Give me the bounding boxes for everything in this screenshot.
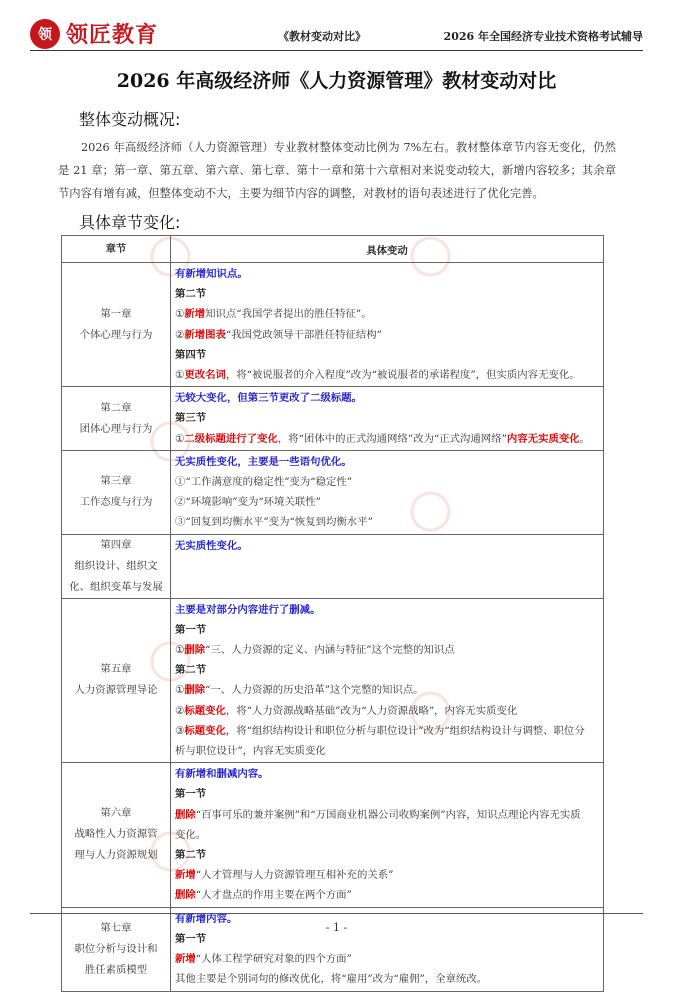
change-text: ①	[175, 684, 185, 697]
chapter-label: 理与人力资源规划	[74, 849, 158, 862]
chapter-label: 第二章	[100, 401, 132, 414]
change-text: ②	[175, 704, 185, 717]
chapter-label: 人力资源管理导论	[74, 684, 158, 697]
change-text: “百事可乐的兼并案例”和“万国商业机器公司收购案例”内容，知识点理论内容无实质	[195, 808, 581, 821]
chapter-label: 团体心理与行为	[79, 422, 153, 435]
change-text: 。	[579, 432, 591, 445]
section-label: 第二节	[175, 664, 207, 677]
change-text: 知识点“我国学者提出的胜任特征”。	[205, 308, 372, 321]
change-line	[175, 325, 599, 345]
column-header-chapter: 章节	[62, 236, 171, 263]
chapter-label: 第四章	[100, 538, 132, 551]
changes-cell	[171, 598, 604, 763]
section-label: 第二节	[175, 849, 207, 862]
change-line	[175, 865, 599, 885]
changes-cell	[171, 387, 604, 451]
change-text: ③	[175, 724, 185, 737]
change-line	[175, 600, 599, 620]
chapter-label: 个体心理与行为	[79, 328, 153, 341]
change-line	[175, 701, 599, 721]
change-line	[175, 640, 599, 660]
footer-divider	[30, 913, 643, 914]
change-type-label: 标题变化	[184, 704, 226, 717]
change-line	[175, 764, 599, 784]
detail-heading: 具体章节变化:	[79, 213, 181, 232]
changes-table	[61, 235, 604, 992]
changes-cell	[171, 450, 604, 534]
change-line	[175, 264, 599, 284]
chapter-label: 第七章	[100, 921, 132, 934]
change-line	[175, 784, 599, 804]
change-text: “我国党政领导干部胜任特征结构”	[225, 328, 382, 341]
section-label: 第一节	[175, 623, 207, 636]
chapter-label: 第三章	[100, 475, 132, 488]
table-row	[62, 387, 604, 451]
section-label: 第二节	[175, 288, 207, 301]
change-line	[175, 492, 599, 512]
change-text: ①	[175, 432, 185, 445]
changes-cell	[171, 907, 604, 991]
page-title: 2026 年高级经济师《人力资源管理》教材变动对比	[116, 70, 557, 92]
change-line	[175, 512, 599, 532]
header-divider	[30, 50, 643, 51]
table-header-row	[62, 236, 604, 263]
chapter-cell	[62, 763, 171, 907]
change-text: 变化。	[175, 828, 207, 841]
table-row	[62, 450, 604, 534]
change-line	[175, 536, 599, 556]
chapter-label: 胜任素质模型	[84, 963, 148, 976]
table-row	[62, 598, 604, 763]
chapter-cell	[62, 450, 171, 534]
chapter-label: 战略性人力资源管	[74, 828, 158, 841]
change-line	[175, 741, 599, 761]
change-text: “一、人力资源的历史沿革”这个完整的知识点。	[205, 684, 424, 697]
change-text: 析与职位设计”，内容无实质变化	[175, 745, 326, 758]
table-row	[62, 763, 604, 907]
change-type-label: 二级标题进行了变化	[184, 432, 278, 445]
changes-cell	[171, 763, 604, 907]
section-label: 第四节	[175, 348, 207, 361]
change-line	[175, 284, 599, 304]
change-line	[175, 620, 599, 640]
change-line	[175, 949, 599, 969]
brand-logo	[30, 18, 158, 49]
table-row	[62, 534, 604, 598]
summary-label: 有新增知识点。	[175, 268, 248, 280]
table-row	[62, 263, 604, 387]
changes-cell	[171, 263, 604, 387]
summary-label: 主要是对部分内容进行了删减。	[175, 603, 321, 616]
change-text: “人体工程学研究对象的四个方面”	[195, 953, 352, 966]
header-right-title: 2026 年全国经济专业技术资格考试辅导	[443, 30, 643, 43]
logo-text: 领匠教育	[66, 23, 159, 48]
summary-label: 无实质性变化。	[175, 539, 248, 552]
change-line	[175, 680, 599, 700]
change-line	[175, 472, 599, 492]
section-label: 第一节	[175, 932, 207, 945]
change-text: ，将“人力资源战略基础”改为“人力资源战略”，内容无实质变化	[225, 704, 518, 717]
chapter-cell	[62, 534, 171, 598]
change-text: ③“回复到均衡水平”变为“恢复到均衡水平”	[175, 516, 373, 529]
change-line	[175, 304, 599, 324]
change-line	[175, 408, 599, 428]
change-text: ，将“被说服者的介入程度”改为“被说服者的承诺程度”，但实质内容无变化。	[225, 369, 580, 382]
change-type-label: 删除	[184, 684, 206, 697]
change-line	[175, 845, 599, 865]
change-line	[175, 825, 599, 845]
change-text: ①	[175, 644, 185, 657]
change-text: ①	[175, 369, 185, 382]
change-line	[175, 345, 599, 365]
section-label: 第一节	[175, 788, 207, 801]
chapter-label: 职位分析与设计和	[74, 942, 158, 955]
change-text: ①	[175, 308, 185, 321]
change-line	[175, 660, 599, 680]
table-row	[62, 907, 604, 991]
change-line	[175, 429, 599, 449]
change-line	[175, 388, 599, 408]
chapter-label: 第五章	[100, 663, 132, 676]
chapter-label: 第一章	[100, 307, 132, 320]
page-number: - 1 -	[325, 921, 348, 934]
logo-badge-icon: 领	[30, 19, 60, 49]
change-text: “人才盘点的作用主要在两个方面”	[195, 889, 352, 902]
column-header-changes: 具体变动	[171, 236, 604, 263]
page-header	[30, 18, 643, 52]
change-type-label: 内容无实质变化	[506, 432, 580, 445]
chapter-label: 组织设计、组织文	[74, 559, 158, 572]
change-line	[175, 452, 599, 472]
header-center-title: 《教材变动对比》	[278, 30, 366, 43]
section-label: 第三节	[175, 412, 207, 425]
change-line	[175, 721, 599, 741]
chapter-cell	[62, 263, 171, 387]
change-type-label: 新增图表	[184, 328, 226, 341]
change-line	[175, 885, 599, 905]
summary-label: 无实质性变化，主要是一些语句优化。	[175, 455, 352, 468]
change-line	[175, 365, 599, 385]
summary-label: 无较大变化，但第三节更改了二级标题。	[175, 392, 363, 405]
chapter-label: 第六章	[100, 807, 132, 820]
chapter-cell	[62, 907, 171, 991]
change-line	[175, 969, 599, 989]
change-type-label: 新增	[175, 953, 196, 966]
change-text: 其他主要是个别词句的修改优化，将“雇用”改为“雇佣”，全章统改。	[175, 973, 488, 986]
change-text: ②	[175, 328, 185, 341]
change-type-label: 新增	[175, 869, 196, 882]
changes-cell	[171, 534, 604, 598]
change-text: ①“工作满意度的稳定性”变为“稳定性”	[175, 476, 353, 489]
change-text: “人才管理与人力资源管理互相补充的关系”	[195, 869, 394, 882]
change-text: ，将“组织结构设计和职位分析与职位设计”改为“组织结构设计与调整、职位分	[225, 724, 585, 737]
summary-label: 有新增内容。	[175, 912, 238, 925]
chapter-label: 工作态度与行为	[79, 496, 153, 509]
chapter-label: 化、组织变革与发展	[69, 580, 163, 593]
change-type-label: 更改名词	[184, 369, 226, 382]
overview-paragraph: 2026 年高级经济师（人力资源管理）专业教材整体变动比例为 7%左右。教材整体章节内容无变化，仍然是 21 章；第一章、第五章、第六章、第七章、第十一章和第十六章相对来说变动较大，新增内容较多；其余章节内容有增有减，但整体变动不大，主要为细节内容的调整，对教材的语句表述进行了优化完善。	[58, 141, 616, 200]
change-type-label: 删除	[184, 644, 206, 657]
change-line	[175, 805, 599, 825]
change-text: ②“环境影响”变为“环境关联性”	[175, 496, 321, 509]
change-text: ，将“团体中的正式沟通网络”改为“正式沟通网络”	[277, 432, 507, 445]
chapter-cell	[62, 387, 171, 451]
change-type-label: 新增	[184, 308, 206, 321]
change-type-label: 标题变化	[184, 724, 226, 737]
chapter-cell	[62, 598, 171, 763]
overview-heading: 整体变动概况:	[79, 110, 181, 129]
change-text: “三、人力资源的定义、内涵与特征”这个完整的知识点	[205, 644, 455, 657]
summary-label: 有新增和删减内容。	[175, 768, 269, 781]
change-type-label: 删除	[175, 889, 196, 902]
change-type-label: 删除	[175, 808, 196, 821]
